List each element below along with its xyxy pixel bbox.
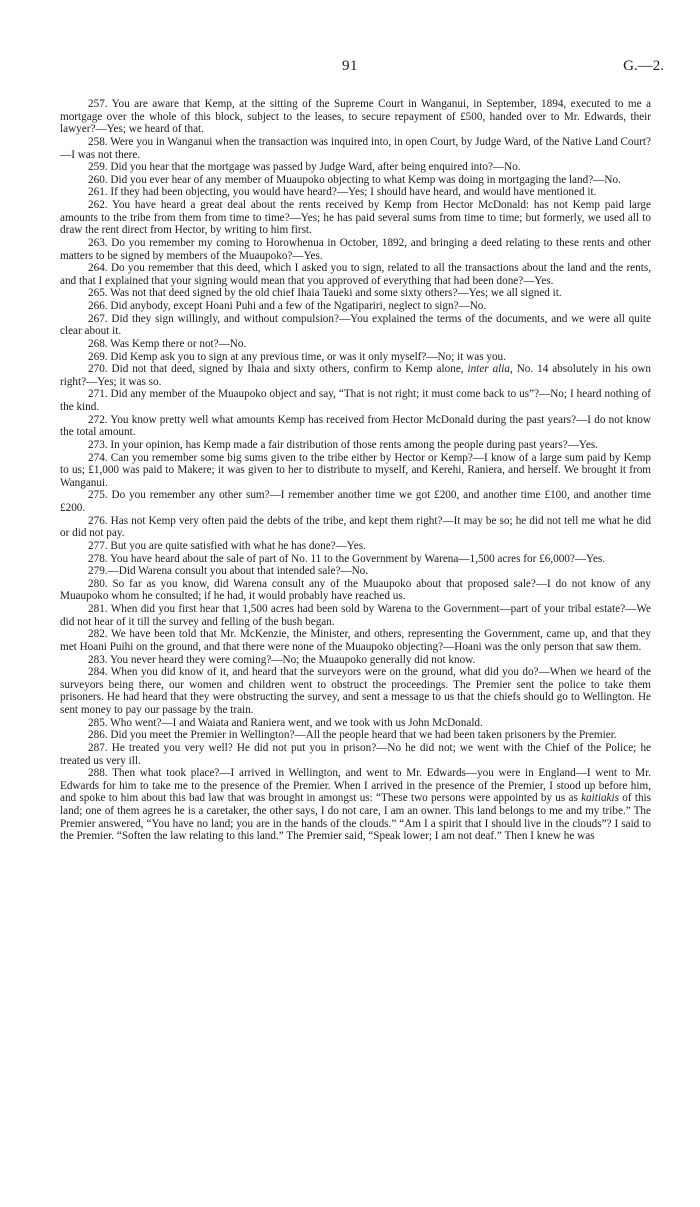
paragraph: 261. If they had been objecting, you would have heard?—Yes; I should have heard, and would have mentioned it. — [88, 186, 597, 199]
paragraph: 267. Did they sign willingly, and without compulsion?—You explained the terms of the documents, and we were all quite clear about it. — [60, 312, 651, 338]
document-reference: G.—2. — [623, 58, 664, 74]
paragraph: 260. Did you ever hear of any member of Muaupoko objecting to what Kemp was doing in mortgaging the land?—No. — [88, 173, 621, 186]
paragraph: 283. You never heard they were coming?—No; the Muaupoko generally did not know. — [88, 653, 476, 666]
paragraph: 269. Did Kemp ask you to sign at any previous time, or was it only myself?—No; it was you. — [88, 350, 506, 363]
paragraph: 270. Did not that deed, signed by Ihaia and sixty others, confirm to Kemp alone, inter alia, No. 14 absolutely in his own right?—Yes; it was so. — [60, 363, 651, 388]
paragraph: 259. Did you hear that the mortgage was passed by Judge Ward, after being enquired into?—No. — [88, 161, 521, 174]
paragraph: 262. You have heard a great deal about the rents received by Kemp from Hector McDonald: has not Kemp paid large amounts to the tribe from them from time to time?—Yes; he has paid several sums from time to time; but formerly, we used all to draw the rent direct from Hector, by writing to him first. — [60, 199, 651, 237]
paragraph: 272. You know pretty well what amounts Kemp has received from Hector McDonald during the past years?—I do not know the total amount. — [60, 413, 651, 439]
paragraph: 276. Has not Kemp very often paid the debts of the tribe, and kept them right?—It may be so; he did not tell me what he did or did not pay. — [60, 514, 651, 540]
paragraph: 279.—Did Warena consult you about that intended sale?—No. — [88, 565, 369, 578]
paragraph: 275. Do you remember any other sum?—I remember another time we got £200, and another time £100, and another time £200. — [60, 489, 651, 514]
paragraph: 274. Can you remember some big sums given to the tribe either by Hector or Kemp?—I know of a large sum paid by Kemp to us; £1,000 was paid to Makere; it was given to her to distribute to myself, and Kerehi, Raniera, and herself. We brought it from Wanganui. — [60, 451, 651, 489]
paragraph: 281. When did you first hear that 1,500 acres had been sold by Warena to the Government—part of your tribal estate?—We did not hear of it till the survey and felling of the bush began. — [60, 603, 651, 628]
paragraph: 277. But you are quite satisfied with what he has done?—Yes. — [88, 539, 366, 552]
paragraph: 286. Did you meet the Premier in Wellington?—All the people heard that we had been taken prisoners by the Premier. — [88, 729, 617, 742]
paragraph: 271. Did any member of the Muaupoko object and say, “That is not right; it must come back to us”?—No; I heard nothing of the kind. — [60, 388, 651, 413]
paragraph: 266. Did anybody, except Hoani Puhi and a few of the Ngatipariri, neglect to sign?—No. — [88, 300, 487, 312]
page-header — [0, 58, 700, 82]
paragraph: 263. Do you remember my coming to Horowhenua in October, 1892, and bringing a deed relating to these rents and other matters to be signed by members of the Muaupoko?—Yes. — [60, 236, 651, 262]
paragraph: 287. He treated you very well? He did not put you in prison?—No he did not; we went with the Chief of the Police; he treated us very ill. — [60, 741, 651, 767]
paragraph: 285. Who went?—I and Waiata and Raniera went, and we took with us John McDonald. — [88, 716, 483, 729]
paragraph: 273. In your opinion, has Kemp made a fair distribution of those rents among the people during past years?—Yes. — [88, 438, 598, 451]
paragraph: 257. You are aware that Kemp, at the sitting of the Supreme Court in Wanganui, in September, 1894, executed to me a mortgage over the whole of this block, subject to the leases, to secure repayment of £500, handed over to Mr. Edwards, their lawyer?—Yes; we heard of that. — [60, 98, 651, 136]
page-number: 91 — [342, 58, 358, 74]
paragraph: 284. When you did know of it, and heard that the surveyors were on the ground, what did you do?—When we heard of the surveyors being there, our women and children went to obstruct the proceedings. The Premier sent the police to take them prisoners. He had heard that they were obstructing the survey, and sent a message to us that the chiefs should go to Wellington. He sent money to pay our passage by the train. — [60, 666, 651, 716]
document-body — [60, 98, 651, 843]
paragraph: 264. Do you remember that this deed, which I asked you to sign, related to all the transactions about the land and the rents, and that I explained that your signing would mean that you approved of everything that had been done?—Yes. — [60, 262, 651, 287]
paragraph: 278. You have heard about the sale of part of No. 11 to the Government by Warena—1,500 acres for £6,000?—Yes. — [88, 552, 606, 565]
paragraph: 268. Was Kemp there or not?—No. — [88, 337, 247, 350]
paragraph: 265. Was not that deed signed by the old chief Ihaia Taueki and some sixty others?—Yes; we all signed it. — [88, 287, 562, 300]
paragraph: 288. Then what took place?—I arrived in Wellington, and went to Mr. Edwards—you were in England—I went to Mr. Edwards for him to take me to the presence of the Premier. When I arrived in the presence of the Premier, I stood up before him, and spoke to him about this bad law that was brought in amongst us: “These two persons were appointed by us as kaitiakis of this land; one of them agrees he is a caretaker, the other says, I do not care, I am an owner. This land belongs to me and my tribe.” The Premier answered, “You have no land; you are in the hands of the clouds.” “Am I a spirit that I should live in the clouds”? I said to the Premier. “Soften the law relating to this land.” The Premier said, “Speak lower; I am not deaf.” Then I knew he was — [60, 767, 651, 843]
paragraph: 282. We have been told that Mr. McKenzie, the Minister, and others, representing the Government, came up, and that they met Hoani Puihi on the ground, and that there were none of the Muaupoko objecting?—Hoani was the only person that saw them. — [60, 628, 651, 653]
paragraph: 258. Were you in Wanganui when the transaction was inquired into, in open Court, by Judge Ward, of the Native Land Court?—I was not there. — [60, 135, 651, 161]
paragraph: 280. So far as you know, did Warena consult any of the Muaupoko about that proposed sale?—I do not know of any Muaupoko whom he consulted; if he had, it would probably have reached us. — [60, 577, 651, 603]
